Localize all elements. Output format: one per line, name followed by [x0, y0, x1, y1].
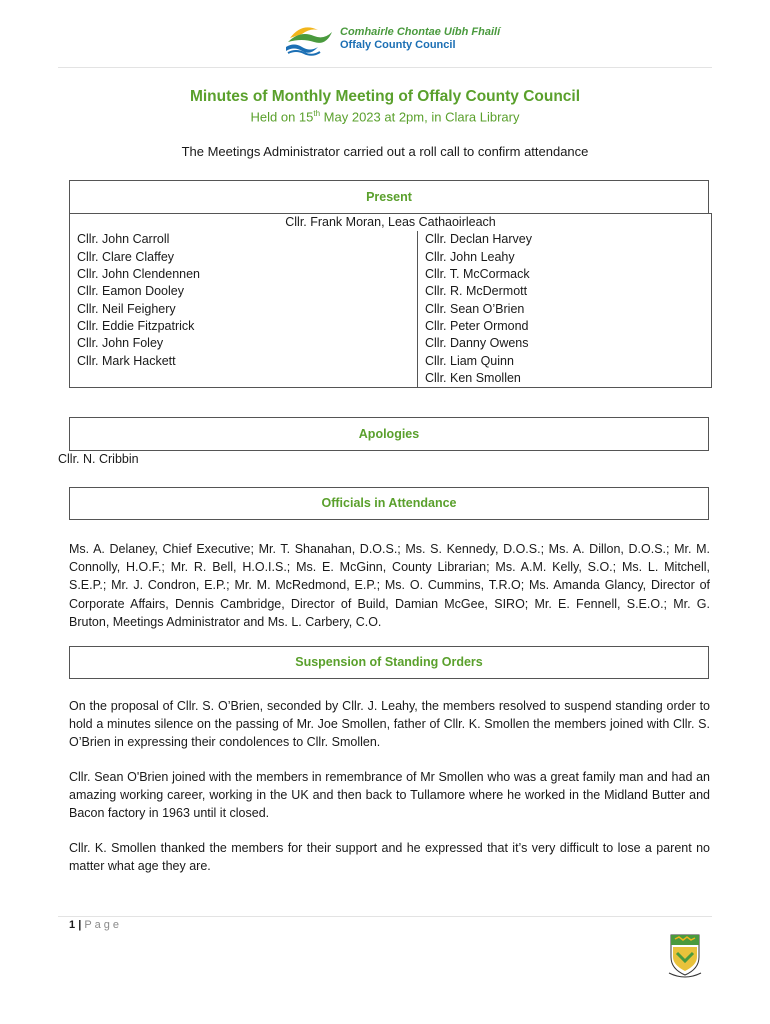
present-row: [70, 352, 712, 369]
present-right-cell: Cllr. Liam Quinn: [418, 352, 712, 369]
present-heading: Present: [69, 180, 709, 214]
present-row: [70, 370, 712, 388]
suspension-heading: Suspension of Standing Orders: [69, 646, 709, 679]
present-left-cell: Cllr. John Carroll: [70, 231, 418, 248]
header-divider: [58, 67, 712, 68]
council-logo-icon: [284, 20, 336, 56]
present-right-cell: Cllr. Sean O’Brien: [418, 300, 712, 317]
present-left-cell: Cllr. Eamon Dooley: [70, 283, 418, 300]
present-left-cell: Cllr. Clare Claffey: [70, 249, 418, 266]
subtitle-pre: Held on 15: [250, 109, 314, 125]
present-left-cell: Cllr. Neil Feighery: [70, 300, 418, 317]
present-right-cell: Cllr. Peter Ormond: [418, 318, 712, 335]
present-row: [70, 335, 712, 352]
present-left-cell: [70, 370, 418, 388]
suspension-paragraph-1: On the proposal of Cllr. S. O’Brien, seconded by Cllr. J. Leahy, the members resolved to suspend standing order to hold a minutes silence on the passing of Mr. Joe Smollen, father of Cllr. K. Smollen the members joined with Cllr. S. O’Brien in expressing their condolences to Cllr. Smollen.: [69, 699, 710, 750]
present-right-cell: Cllr. Declan Harvey: [418, 231, 712, 248]
subtitle-post: May 2023 at 2pm, in Clara Library: [320, 109, 520, 125]
apologies-text: Cllr. N. Cribbin: [58, 452, 139, 466]
present-left-cell: Cllr. Eddie Fitzpatrick: [70, 318, 418, 335]
page-separator: |: [78, 919, 82, 931]
org-name-irish: Comhairle Chontae Uíbh Fhailí: [340, 26, 501, 38]
suspension-paragraph-2: Cllr. Sean O'Brien joined with the members in remembrance of Mr Smollen who was a great family man and had an amazing working career, working in the UK and then back to Tullamore where he worked in the Midland Butter and Bacon factory in 1963 until it closed.: [69, 770, 710, 821]
page-label: Page: [84, 919, 123, 931]
present-left-cell: Cllr. Mark Hackett: [70, 352, 418, 369]
present-left-cell: Cllr. John Foley: [70, 335, 418, 352]
apologies-heading: Apologies: [69, 417, 709, 451]
present-right-cell: Cllr. T. McCormack: [418, 266, 712, 283]
suspension-paragraph-3: Cllr. K. Smollen thanked the members for their support and he expressed that it’s very difficult to lose a parent no matter what age they are.: [69, 841, 710, 874]
officials-heading: Officials in Attendance: [69, 487, 709, 520]
present-right-cell: Cllr. Danny Owens: [418, 335, 712, 352]
document-title: Minutes of Monthly Meeting of Offaly County Council: [189, 88, 581, 105]
county-crest-icon: [665, 931, 705, 981]
present-left-cell: Cllr. John Clendennen: [70, 266, 418, 283]
present-row: [70, 266, 712, 283]
footer-divider: [58, 916, 712, 917]
chair-cell: Cllr. Frank Moran, Leas Cathaoirleach: [70, 214, 712, 232]
present-right-cell: Cllr. John Leahy: [418, 249, 712, 266]
present-right-cell: Cllr. R. McDermott: [418, 283, 712, 300]
present-row: [70, 231, 712, 248]
officials-text: Ms. A. Delaney, Chief Executive; Mr. T. Shanahan, D.O.S.; Ms. S. Kennedy, D.O.S.; Ms. A. Dillon, D.O.S.; Mr. M. Connolly, H.O.F.; Mr. R. Bell, H.O.I.S.; Ms. E. McGinn, County Librarian; Ms. A.M. Kelly, S.O.; Ms. L. Mitchell, S.E.P.; Mr. J. Condron, E.P.; Mr. M. McRedmond, E.P.; Ms. O. Cummins, T.R.O; Ms. Amanda Glancy, Director of Corporate Affairs, Dennis Cambridge, Director of Build, Damian McGee, SIRO; Mr. E. Fennell, S.E.O.; Mr. G. Bruton, Meetings Administrator and Ms. L. Carbery, C.O.: [69, 542, 710, 629]
subtitle-sup: th: [313, 109, 321, 118]
page-number: 1: [69, 919, 76, 931]
page-footer: [69, 919, 122, 931]
org-name-english: Offaly County Council: [340, 39, 456, 51]
present-row: [70, 318, 712, 335]
present-row: [70, 249, 712, 266]
present-row: [70, 283, 712, 300]
document-subtitle: [0, 109, 770, 124]
present-table: [69, 213, 712, 388]
council-logo: [284, 20, 524, 60]
roll-call-intro: The Meetings Administrator carried out a roll call to confirm attendance: [181, 144, 589, 159]
present-right-cell: Cllr. Ken Smollen: [418, 370, 712, 388]
present-row: [70, 300, 712, 317]
